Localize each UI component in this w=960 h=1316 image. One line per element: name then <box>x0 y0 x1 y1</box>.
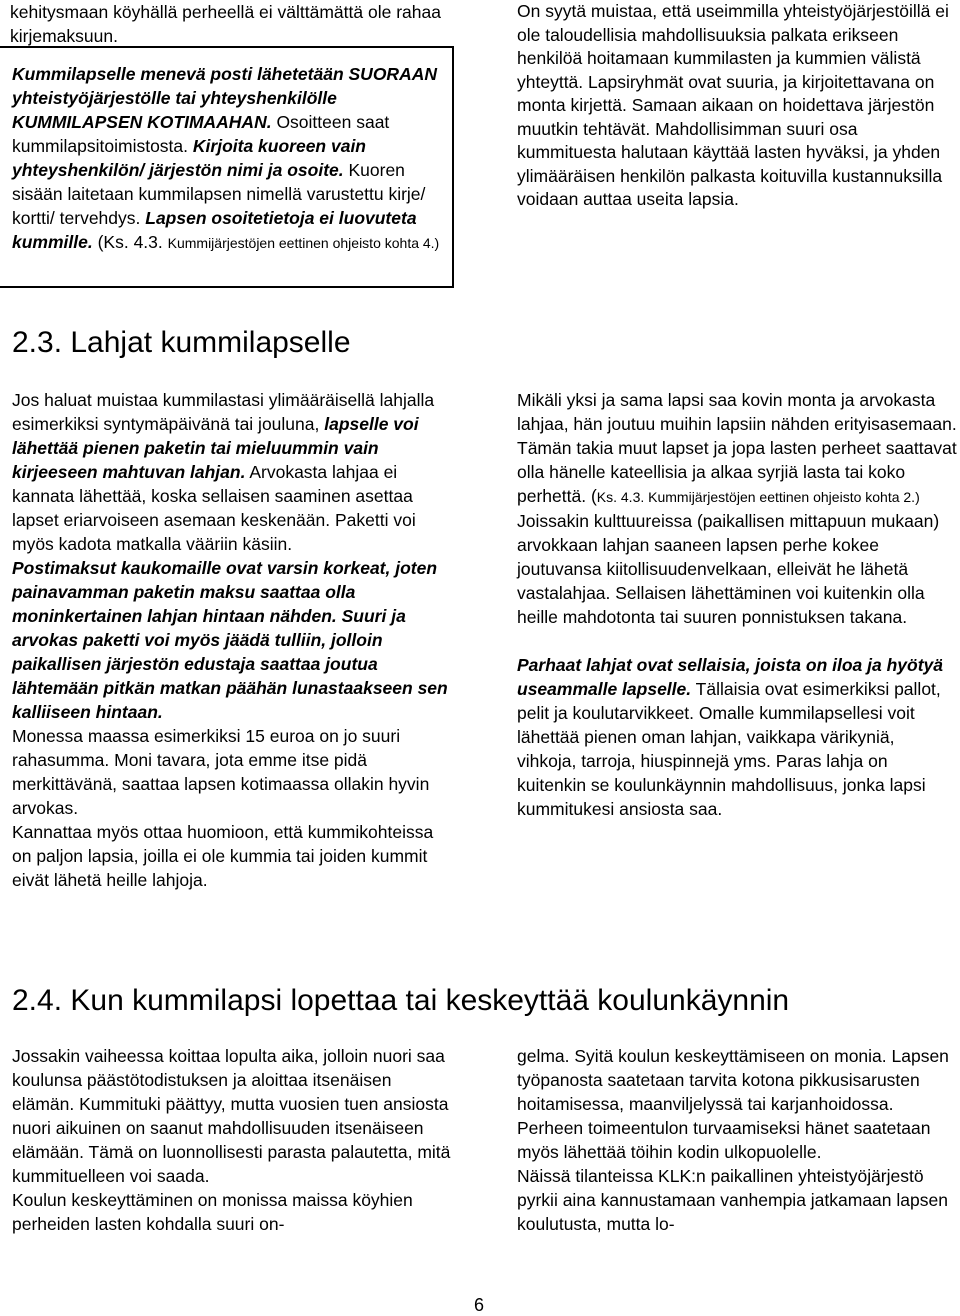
gifts-p1-highlight: lapselle voi lähettää pienen paketin tai mieluummin vain kirjeeseen mahtuvan lahjan. <box>12 414 419 482</box>
ending-paragraph-1: Jossakin vaiheessa koittaa lopulta aika, jolloin nuori saa koulunsa päästötodistuksen ja aloittaa itsenäisen elämän. Kummituki päättyy, mutta vuosien tuen ansiosta nuori aikuinen on saanut mahdollisuuden itsenäiseen elämään. Tämä on luonnollisesti parasta palautetta, mitä kummituelleen voi saada. <box>12 1046 451 1186</box>
gifts-paragraph-3: Monessa maassa esimerkiksi 15 euroa on jo suuri rahasumma. Moni tavara, jota emme itse pidä merkittävänä, saattaa lapsen kotimaassa ollakin hyvin arvokas. <box>12 726 430 818</box>
best-gifts-highlight: Parhaat lahjat ovat sellaisia, joista on iloa ja hyötyä useammalle lapselle. <box>517 655 943 699</box>
notice-box-text <box>10 62 448 255</box>
section-2-3-heading: 2.3. Lahjat kummilapselle <box>12 326 351 359</box>
gifts-paragraph-1 <box>12 388 452 556</box>
box-text-2: Kuoren sisään laitetaan kummilapsen nimellä varustettu kirje/ kortti/ tervehdys. <box>12 160 426 228</box>
box-text-3: (Ks. 4.3. <box>92 232 168 252</box>
ending-paragraph-2: Koulun keskeyttäminen on monissa maissa köyhien perheiden lasten kohdalla suuri on- <box>12 1190 413 1234</box>
gifts-p1-text-c: Arvokasta lahjaa ei kannata lähettää, koska sellaisen saaminen asettaa lapset eriarvoiseen asemaan keskenään. Paketti voi myös kadota matkalla vääriin käsiin. <box>12 462 416 554</box>
intro-paragraph: kehitysmaan köyhällä perheellä ei välttämättä ole rahaa kirjemaksuun. <box>10 2 441 46</box>
box-text-1: Osoitteen saat kummilapsitoimistosta. <box>12 112 390 156</box>
gifts-right-paragraph-1 <box>517 388 957 509</box>
section-2-4-left-column <box>12 1044 452 1236</box>
box-reference-3: Kummijärjestöjen eettinen ohjeisto kohta 4.) <box>167 235 440 251</box>
top-right-column <box>517 0 957 212</box>
section-2-3-right-column <box>517 388 957 821</box>
gifts-right-paragraph-3 <box>517 653 957 821</box>
section-2-4-right-column <box>517 1044 957 1236</box>
gifts-p1-text-a: Jos haluat muistaa kummilastasi ylimääräisellä lahjalla esimerkiksi syntymäpäivänä tai jouluna, <box>12 390 435 434</box>
page-number: 6 <box>474 1295 485 1315</box>
top-right-paragraph: On syytä muistaa, että useimmilla yhteistyöjärjestöillä ei ole taloudellisia mahdollisuuksia palkata erikseen henkilöä hoitamaan kummilasten ja kummien välistä yhteyttä. Lapsiryhmät ovat suuria, ja kirjoitettavana on monta kirjettä. Samaan aikaan on hoidettava järjestön muutkin tehtävät. Mahdollisimman suuri osa kummituesta halutaan käyttää lasten hyväksi, ja yhden ylimääräisen henkilön palkasta koituvilla kustannuksilla voidaan auttaa useita lapsia. <box>517 1 949 209</box>
gifts-right-p1-reference: Ks. 4.3. Kummijärjestöjen eettinen ohjeisto kohta 2.) <box>596 489 920 505</box>
top-left-column <box>10 0 450 255</box>
box-highlight-1: Kummilapselle menevä posti lähetetään SUORAAN yhteistyöjärjestölle tai yhteyshenkilölle KUMMILAPSEN KOTIMAAHAN. <box>12 64 437 132</box>
ending-right-paragraph-1: gelma. Syitä koulun keskeyttämiseen on monia. Lapsen työpanosta saatetaan tarvita kotona pikkusisarusten hoitamisessa, maanviljelyssä tai karjanhoidossa. Perheen toimeentulon turvaamiseksi hänet saatetaan myös lähettää töihin kodin ulkopuolelle. <box>517 1046 949 1162</box>
box-highlight-3: Lapsen osoitetietoja ei luovuteta kummille. <box>12 208 417 252</box>
ending-right-paragraph-2: Näissä tilanteissa KLK:n paikallinen yhteistyöjärjestö pyrkii aina kannustamaan vanhempia jatkamaan lapsen koulutusta, mutta lo- <box>517 1166 948 1234</box>
box-highlight-2: Kirjoita kuoreen vain yhteyshenkilön/ järjestön nimi ja osoite. <box>12 136 366 180</box>
gifts-postage-paragraph: Postimaksut kaukomaille ovat varsin korkeat, joten painavamman paketin maksu saattaa olla moninkertainen lahjan hintaan nähden. Suuri ja arvokas paketti voi myös jäädä tulliin, jolloin paikallisen järjestön edustaja saattaa joutua lähtemään pitkän matkan päähän lunastaakseen sen kalliiseen hintaan. <box>12 558 448 722</box>
paragraph-gap <box>517 629 957 653</box>
gifts-right-p1-text: Mikäli yksi ja sama lapsi saa kovin monta ja arvokasta lahjaa, hän joutuu muihin lapsiin nähden erityisasemaan. Tämän takia muut lapset ja jopa lasten perheet saattavat olla hänelle kateellisia ja alkaa syrjiä lasta tai koko perhettä. ( <box>517 390 957 506</box>
gifts-paragraph-4: Kannattaa myös ottaa huomioon, että kummikohteissa on paljon lapsia, joilla ei ole kummia tai joiden kummit eivät lähetä heille lahjoja. <box>12 822 434 890</box>
gifts-right-paragraph-2: Joissakin kulttuureissa (paikallisen mittapuun mukaan) arvokkaan lahjan saaneen lapsen perhe kokee joutuvansa kiitollisuudenvelkaan, elleivät he lähetä vastalahjaa. Sellaisen lähettäminen voi kuitenkin olla heille mahdotonta tai suuren ponnistuksen takana. <box>517 511 940 627</box>
section-2-4-heading: 2.4. Kun kummilapsi lopettaa tai keskeyttää koulunkäynnin <box>12 984 790 1017</box>
section-2-3-left-column <box>12 388 452 892</box>
best-gifts-text: Tällaisia ovat esimerkiksi pallot, pelit ja koulutarvikkeet. Omalle kummilapsellesi voit lähettää pienen oman lahjan, vaikkapa värikyniä, vihkoja, tarroja, hiuspinnejä yms. Paras lahja on kuitenkin se koulunkäynnin mahdollisuus, jonka lapsi kummitukesi ansiosta saa. <box>517 679 941 819</box>
